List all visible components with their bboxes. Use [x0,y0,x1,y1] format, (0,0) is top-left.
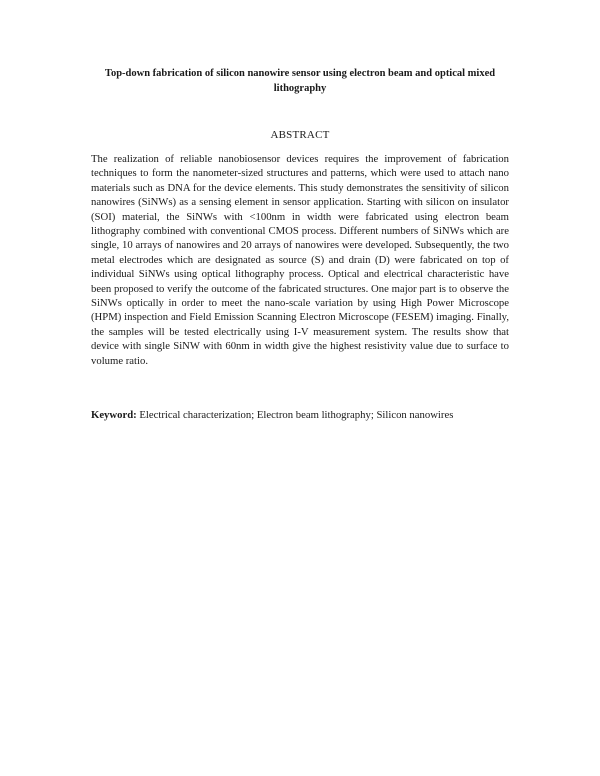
keywords-line [91,408,521,422]
keyword-label: Keyword: [91,409,137,421]
keyword-list: Electrical characterization; Electron beam lithography; Silicon nanowires [139,409,454,421]
paper-title: Top-down fabrication of silicon nanowire sensor using electron beam and optical mixed lithography [104,68,496,94]
abstract-heading: ABSTRACT [270,129,330,141]
abstract-body: The realization of reliable nanobiosensor devices requires the improvement of fabrication techniques to form the nanometer-sized structures and patterns, which were used to attach nano materials such as DNA for the device elements. This study demonstrates the sensitivity of silicon nanowires (SiNWs) as a sensing element in sensor application. Starting with silicon on insulator (SOI) material, the SiNWs with <100nm in width were fabricated using electron beam lithography combined with conventional CMOS process. Different numbers of SiNWs which are single, 10 arrays of nanowires and 20 arrays of nanowires were developed. Subsequently, the two metal electrodes which are designated as source (S) and drain (D) were fabricated on top of individual SiNWs using optical lithography process. Optical and electrical characteristic have been proposed to verify the outcome of the fabricated structures. One major part is to observe the SiNWs optically in order to meet the nano-scale variation by using High Power Microscope (HPM) inspection and Field Emission Scanning Electron Microscope (FESEM) imaging. Finally, the samples will be tested electrically using I-V measurement system. The results show that device with single SiNW with 60nm in width give the highest resistivity value due to surface to volume ratio. [91,153,509,367]
